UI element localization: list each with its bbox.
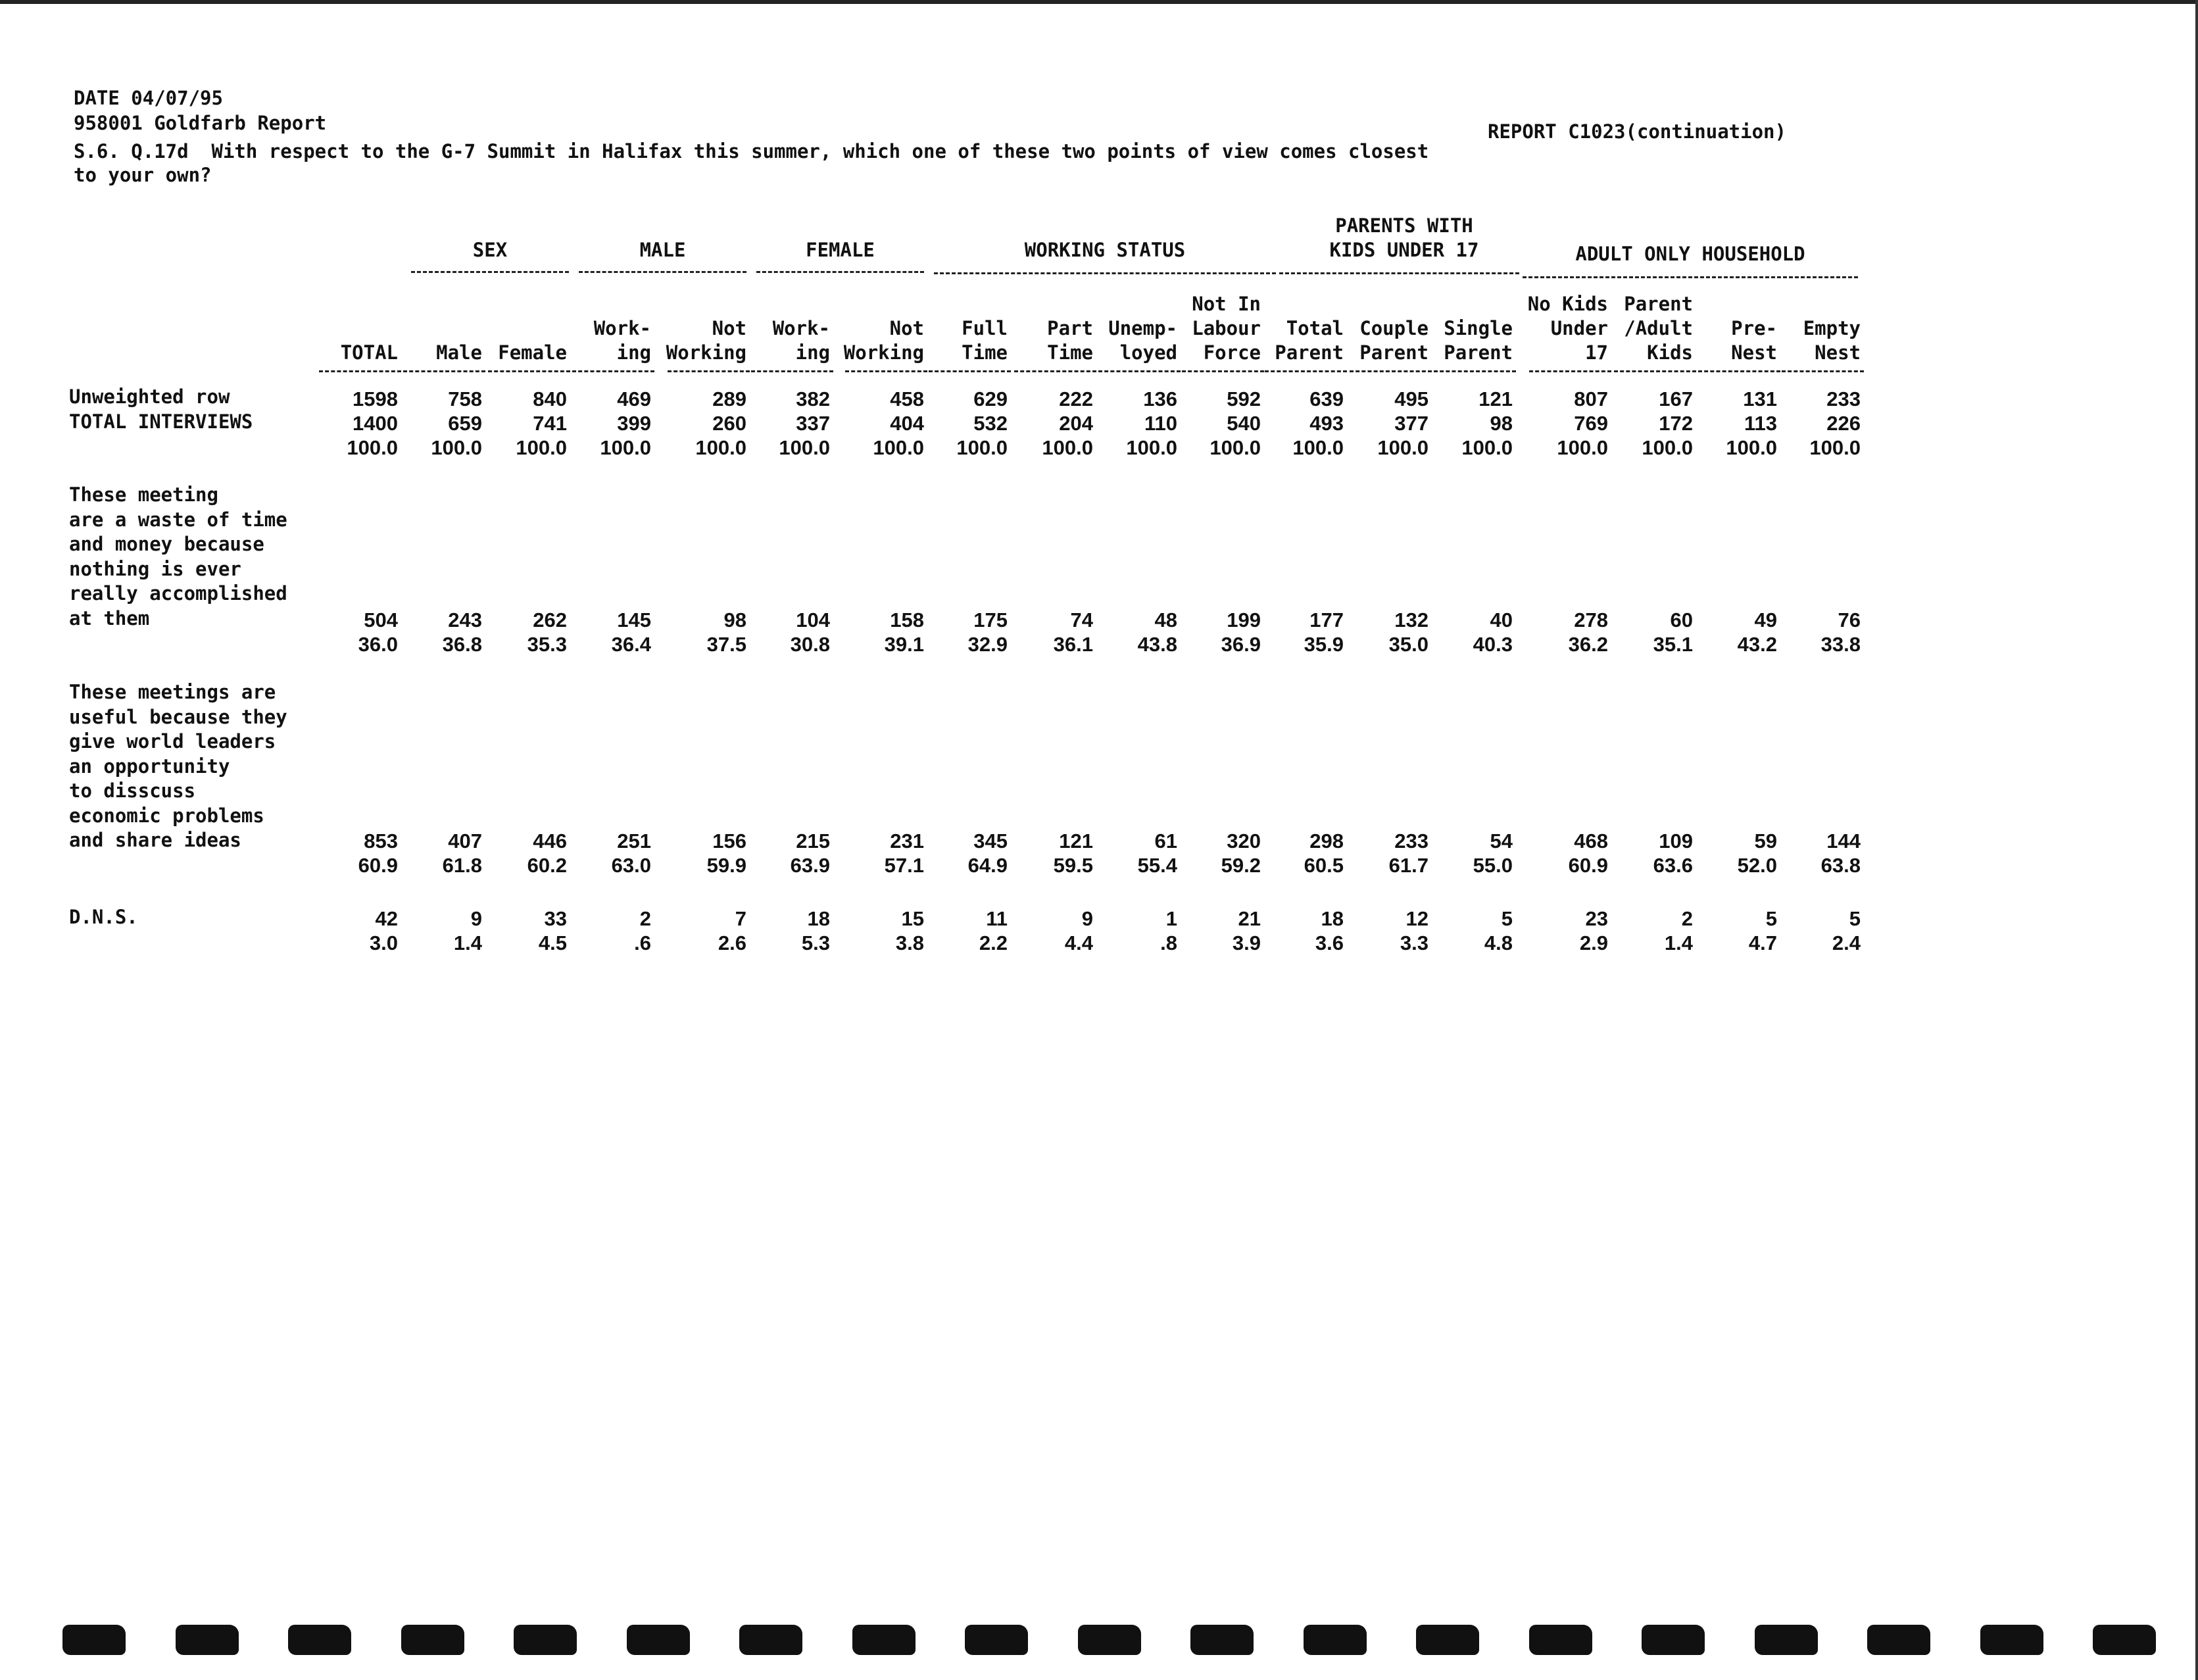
table-cell: 61.8 [442,854,482,877]
group-header-female: FEMALE [806,239,875,261]
page-top-edge [0,0,2198,4]
column-header-rule [403,370,485,372]
table-cell: 109 [1659,829,1693,852]
table-cell: 404 [890,412,924,435]
group-header-adult-only: ADULT ONLY HOUSEHOLD [1575,243,1805,265]
table-cell: 76 [1838,608,1861,631]
column-header: Empty Nest [1803,317,1861,364]
table-cell: 100.0 [1726,436,1777,459]
table-cell: 100.0 [956,436,1008,459]
column-header-rule [1350,370,1432,372]
table-cell: 145 [617,608,651,631]
table-cell: 100.0 [1209,436,1261,459]
punch-hole [1304,1625,1367,1655]
table-cell: 64.9 [967,854,1008,877]
table-cell: 9 [1081,907,1093,930]
punch-hole [288,1625,351,1655]
punch-hole [1867,1625,1930,1655]
table-cell: 35.3 [527,633,567,656]
table-cell: 60.9 [358,854,398,877]
table-cell: 320 [1227,829,1261,852]
table-cell: 4.8 [1484,931,1513,954]
table-cell: 132 [1394,608,1429,631]
table-cell: 495 [1394,387,1429,410]
table-cell: 337 [796,412,830,435]
table-cell: 233 [1394,829,1429,852]
table-cell: 18 [1321,907,1344,930]
table-cell: 769 [1574,412,1608,435]
column-header-rule [1014,370,1096,372]
column-header: Male [436,341,482,364]
table-cell: 3.6 [1315,931,1344,954]
column-header: Work- ing [593,317,651,364]
table-cell: 100.0 [695,436,746,459]
table-cell: 2.9 [1579,931,1608,954]
page-right-edge [2195,0,2198,1680]
table-cell: 36.1 [1053,633,1093,656]
table-cell: 100.0 [1809,436,1861,459]
report-title: 958001 Goldfarb Report [74,112,327,134]
group-header-working-status: WORKING STATUS [1024,239,1186,261]
table-cell: 60.2 [527,854,567,877]
table-cell: 63.8 [1820,854,1861,877]
table-cell: 59.9 [706,854,746,877]
table-cell: 4.5 [538,931,567,954]
table-cell: 54 [1490,829,1513,852]
table-cell: 1 [1165,907,1177,930]
table-cell: 35.0 [1388,633,1429,656]
table-cell: 758 [448,387,482,410]
table-cell: 36.2 [1568,633,1608,656]
table-cell: 204 [1059,412,1093,435]
group-header-sex: SEX [472,239,508,261]
table-cell: 2.4 [1832,931,1861,954]
table-cell: 741 [533,412,567,435]
report-date: DATE 04/07/95 [74,87,223,109]
column-header-rule [1182,370,1264,372]
table-cell: 136 [1143,387,1177,410]
table-cell: 33 [544,907,567,930]
punch-hole [2093,1625,2156,1655]
table-cell: 592 [1227,387,1261,410]
table-cell: 100.0 [1642,436,1693,459]
table-cell: 3.3 [1400,931,1429,954]
column-header: Couple Parent [1359,317,1429,364]
column-header-rule [1434,370,1516,372]
column-header: Not Working [843,317,924,364]
column-header: No Kids Under 17 [1527,293,1608,364]
table-cell: 807 [1574,387,1608,410]
table-cell: 446 [533,829,567,852]
column-header-rule [1529,370,1611,372]
table-cell: 493 [1309,412,1344,435]
column-header: Work- ing [772,317,830,364]
table-cell: 469 [617,387,651,410]
table-cell: 18 [807,907,830,930]
table-cell: 226 [1826,412,1861,435]
table-cell: 100.0 [347,436,398,459]
table-cell: 52.0 [1737,854,1777,877]
table-cell: 298 [1309,829,1344,852]
punch-hole [62,1625,126,1655]
column-header-rule [1614,370,1696,372]
table-cell: 100.0 [1126,436,1177,459]
question-text-line2: to your own? [74,164,212,186]
column-header-rule [319,370,401,372]
table-cell: 231 [890,829,924,852]
table-cell: 12 [1405,907,1429,930]
table-cell: 4.4 [1064,931,1093,954]
column-header: Part Time [1047,317,1093,364]
table-cell: 5 [1849,907,1861,930]
punch-hole [627,1625,690,1655]
column-header: Parent /Adult Kids [1624,293,1693,364]
table-cell: 74 [1070,608,1093,631]
table-cell: 35.1 [1653,633,1693,656]
table-cell: 35.9 [1304,633,1344,656]
column-header: Unemp- loyed [1108,317,1177,364]
column-header-rule [488,370,570,372]
table-cell: 504 [364,608,398,631]
table-cell: 36.0 [358,633,398,656]
table-cell: .8 [1160,931,1177,954]
table-cell: 40.3 [1473,633,1513,656]
table-cell: 399 [617,412,651,435]
table-cell: 43.8 [1137,633,1177,656]
punch-hole [1529,1625,1592,1655]
table-cell: 382 [796,387,830,410]
group-rule-adult-only [1523,276,1858,278]
table-cell: 629 [973,387,1008,410]
row-label-useful: These meetings are useful because they give world leaders an opportunity to disscuss economic problems and share ideas [69,681,287,851]
table-cell: 100.0 [1377,436,1429,459]
punch-hole [1190,1625,1254,1655]
punch-hole [1642,1625,1705,1655]
table-cell: 468 [1574,829,1608,852]
punch-hole [401,1625,464,1655]
column-header-rule [1098,370,1181,372]
table-cell: 21 [1238,907,1261,930]
table-cell: 23 [1585,907,1608,930]
row-label-total-interviews: Unweighted row TOTAL INTERVIEWS [69,385,253,433]
table-cell: 532 [973,412,1008,435]
table-cell: 60.9 [1568,854,1608,877]
punch-hole [1078,1625,1141,1655]
punch-hole [1980,1625,2043,1655]
table-cell: 3.9 [1232,931,1261,954]
table-cell: 42 [375,907,398,930]
table-cell: 2 [1681,907,1693,930]
table-cell: 60.5 [1304,854,1344,877]
table-cell: 407 [448,829,482,852]
table-cell: 60 [1670,608,1693,631]
column-header-rule [572,370,654,372]
punch-hole [1416,1625,1479,1655]
column-header-rule [1782,370,1864,372]
punch-hole [739,1625,802,1655]
punch-hole [965,1625,1028,1655]
question-text-line1: S.6. Q.17d With respect to the G-7 Summit in Halifax this summer, which one of these two points of view comes closest [74,140,1429,162]
column-header-rule [751,370,833,372]
table-cell: 63.6 [1653,854,1693,877]
table-cell: 48 [1154,608,1177,631]
table-cell: 39.1 [884,633,924,656]
group-header-parents: PARENTS WITH KIDS UNDER 17 [1329,214,1479,261]
table-cell: 2 [639,907,651,930]
table-cell: 59.5 [1053,854,1093,877]
table-cell: 40 [1490,608,1513,631]
row-label-waste-of-time: These meeting are a waste of time and money because nothing is ever really accomplished at them [69,483,287,630]
table-cell: 5.3 [801,931,830,954]
table-cell: 278 [1574,608,1608,631]
column-header: Female [498,341,567,364]
table-cell: 121 [1059,829,1093,852]
table-cell: 11 [986,907,1008,930]
table-cell: 100.0 [516,436,567,459]
table-cell: 110 [1144,412,1177,435]
table-cell: 36.9 [1221,633,1261,656]
table-cell: 167 [1659,387,1693,410]
table-cell: 3.8 [895,931,924,954]
table-cell: 37.5 [706,633,746,656]
table-cell: 5 [1501,907,1513,930]
table-cell: 43.2 [1737,633,1777,656]
punch-hole [514,1625,577,1655]
group-rule-sex [411,271,569,273]
report-code: REPORT C1023(continuation) [1488,120,1786,143]
row-label-dns: D.N.S. [69,906,138,928]
column-header: Not In Labour Force [1192,293,1261,364]
table-cell: 131 [1743,387,1777,410]
column-header: Single Parent [1444,317,1513,364]
table-cell: 1400 [353,412,398,435]
column-header: Total Parent [1275,317,1344,364]
table-cell: 57.1 [884,854,924,877]
table-cell: 36.4 [611,633,651,656]
table-cell: .6 [634,931,651,954]
table-cell: 2.2 [979,931,1008,954]
table-cell: 61.7 [1388,854,1429,877]
table-cell: 1598 [353,387,398,410]
column-header: Not Working [666,317,746,364]
group-rule-working-status [934,272,1276,274]
group-rule-female [756,271,924,273]
table-cell: 100.0 [873,436,924,459]
table-cell: 260 [712,412,746,435]
table-cell: 98 [723,608,746,631]
table-cell: 233 [1826,387,1861,410]
table-cell: 144 [1826,829,1861,852]
table-cell: 853 [364,829,398,852]
table-cell: 49 [1754,608,1777,631]
table-cell: 177 [1309,608,1344,631]
table-cell: 100.0 [1557,436,1608,459]
table-cell: 100.0 [1292,436,1344,459]
table-cell: 55.0 [1473,854,1513,877]
punch-hole [852,1625,916,1655]
table-cell: 104 [796,608,830,631]
column-header: TOTAL [340,341,398,364]
table-cell: 7 [735,907,746,930]
table-cell: 98 [1490,412,1513,435]
table-cell: 1.4 [453,931,482,954]
table-cell: 5 [1765,907,1777,930]
table-cell: 639 [1309,387,1344,410]
table-cell: 63.9 [790,854,830,877]
table-cell: 32.9 [967,633,1008,656]
column-header-rule [1698,370,1780,372]
group-header-male: MALE [639,239,686,261]
group-rule-male [579,271,746,273]
table-cell: 100.0 [1461,436,1513,459]
table-cell: 100.0 [779,436,830,459]
table-cell: 2.6 [718,931,746,954]
table-cell: 222 [1059,387,1093,410]
group-rule-parents [1279,272,1519,274]
table-cell: 172 [1659,412,1693,435]
table-cell: 158 [890,608,924,631]
table-cell: 156 [712,829,746,852]
table-cell: 30.8 [790,633,830,656]
table-cell: 55.4 [1137,854,1177,877]
table-cell: 251 [617,829,651,852]
column-header: Pre- Nest [1731,317,1777,364]
column-header-rule [668,370,750,372]
table-cell: 659 [448,412,482,435]
table-cell: 33.8 [1820,633,1861,656]
table-cell: 215 [796,829,830,852]
table-cell: 100.0 [431,436,482,459]
column-header-rule [845,370,927,372]
table-cell: 345 [973,829,1008,852]
table-cell: 3.0 [369,931,398,954]
table-cell: 199 [1227,608,1261,631]
table-cell: 36.8 [442,633,482,656]
table-cell: 458 [890,387,924,410]
table-cell: 840 [533,387,567,410]
table-cell: 100.0 [600,436,651,459]
table-cell: 113 [1744,412,1777,435]
column-header-rule [929,370,1011,372]
table-cell: 4.7 [1748,931,1777,954]
table-cell: 59 [1754,829,1777,852]
table-cell: 59.2 [1221,854,1261,877]
table-cell: 100.0 [1042,436,1093,459]
table-cell: 289 [712,387,746,410]
table-cell: 15 [901,907,924,930]
table-cell: 175 [973,608,1008,631]
punch-hole [176,1625,239,1655]
table-cell: 9 [470,907,482,930]
table-cell: 121 [1478,387,1513,410]
column-header: Full Time [962,317,1008,364]
table-cell: 540 [1227,412,1261,435]
table-cell: 262 [533,608,567,631]
punch-hole [1755,1625,1818,1655]
table-cell: 377 [1394,412,1429,435]
table-cell: 63.0 [611,854,651,877]
table-cell: 61 [1154,829,1177,852]
table-cell: 1.4 [1664,931,1693,954]
table-cell: 243 [448,608,482,631]
column-header-rule [1265,370,1347,372]
